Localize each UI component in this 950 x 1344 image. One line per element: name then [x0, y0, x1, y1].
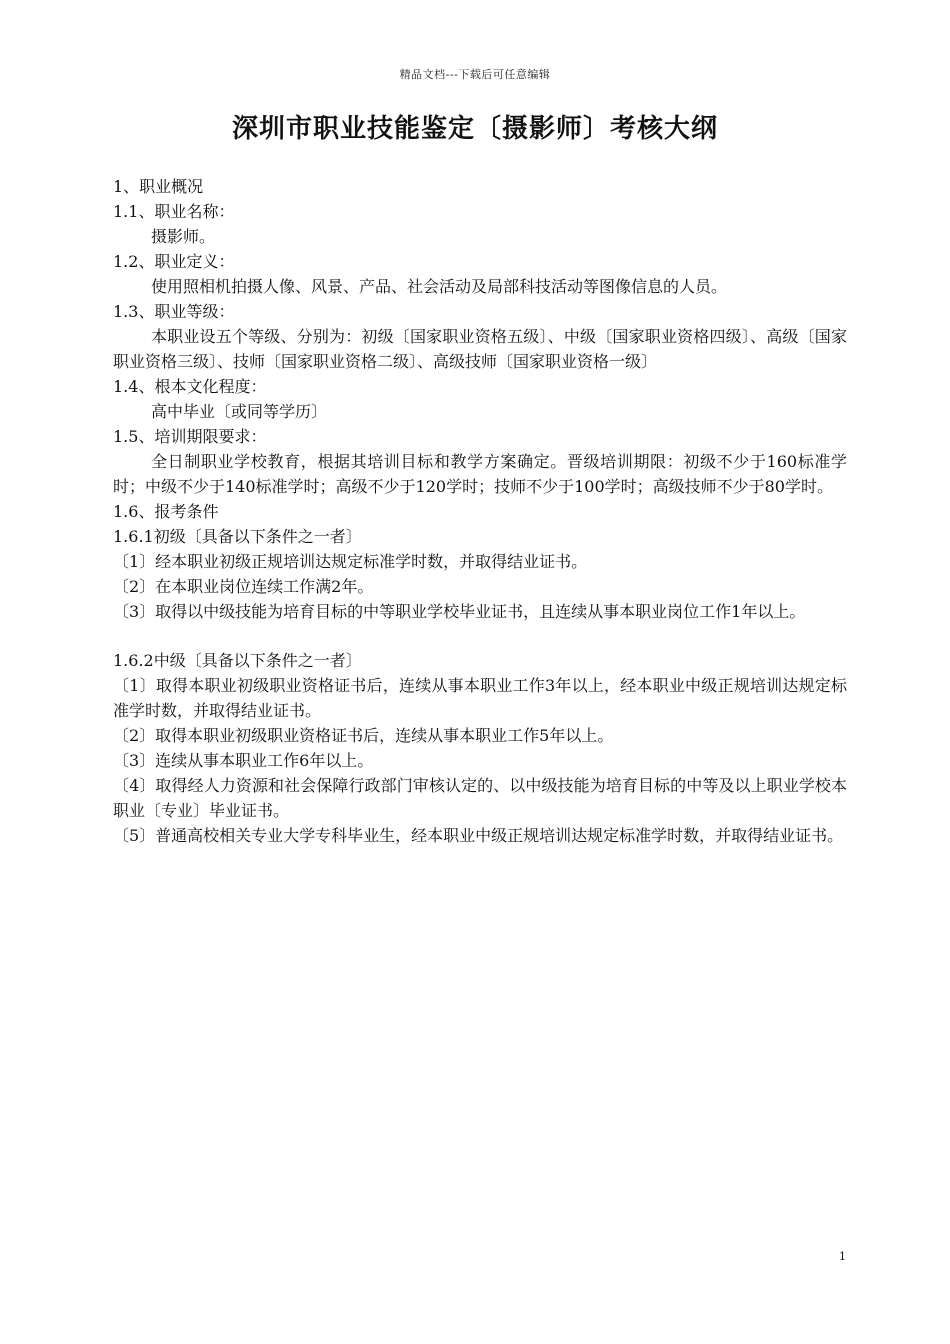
occupation-definition-text: 使用照相机拍摄人像、风景、产品、社会活动及局部科技活动等图像信息的人员。	[151, 277, 728, 296]
page-number: 1	[839, 1250, 846, 1263]
section-heading-1-2: 1.2、职业定义：	[113, 252, 235, 271]
list-item: 〔2〕取得本职业初级职业资格证书后，连续从事本职业工作5年以上。	[113, 726, 614, 745]
list-item: 〔1〕经本职业初级正规培训达规定标准学时数，并取得结业证书。	[113, 552, 588, 571]
section-heading-1-1: 1.1、职业名称：	[113, 202, 235, 221]
section-heading-1-4: 1.4、根本文化程度：	[113, 377, 267, 396]
subsection-title-1-6-1: 1.6.1初级〔具备以下条件之一者〕	[113, 527, 362, 546]
training-period-text: 全日制职业学校教育，根据其培训目标和教学方案确定。晋级培训期限：初级不少于160标准学时；中级不少于140标准学时；高级不少于120学时；技师不少于100学时；高级技师不少于80学时。	[113, 452, 847, 496]
junior-conditions	[113, 524, 847, 624]
section-heading-1: 1、职业概况	[113, 177, 204, 196]
intermediate-conditions	[113, 648, 847, 848]
list-item: 〔4〕取得经人力资源和社会保障行政部门审核认定的、以中级技能为培育目标的中等及以上职业学校本职业〔专业〕毕业证书。	[113, 776, 847, 820]
section-heading-1-5: 1.5、培训期限要求：	[113, 427, 267, 446]
header-note: 精品文档---下载后可任意编辑	[399, 68, 551, 81]
section-heading-1-6: 1.6、报考条件	[113, 502, 219, 521]
list-item: 〔5〕普通高校相关专业大学专科毕业生，经本职业中级正规培训达规定标准学时数，并取得结业证书。	[113, 826, 844, 845]
occupation-name-text: 摄影师。	[151, 227, 216, 246]
document-title: 深圳市职业技能鉴定〔摄影师〕考核大纲	[231, 114, 718, 144]
occupation-levels-text: 本职业设五个等级、分别为：初级〔国家职业资格五级〕、中级〔国家职业资格四级〕、高级〔国家职业资格三级〕、技师〔国家职业资格二级〕、高级技师〔国家职业资格一级〕	[113, 327, 847, 371]
document-body	[113, 174, 847, 872]
section-heading-1-3: 1.3、职业等级：	[113, 302, 235, 321]
list-item: 〔2〕在本职业岗位连续工作满2年。	[113, 577, 374, 596]
list-item: 〔3〕连续从事本职业工作6年以上。	[113, 751, 374, 770]
list-item: 〔1〕取得本职业初级职业资格证书后，连续从事本职业工作3年以上，经本职业中级正规培训达规定标准学时数，并取得结业证书。	[113, 676, 847, 720]
list-item: 〔3〕取得以中级技能为培育目标的中等职业学校毕业证书，且连续从事本职业岗位工作1年以上。	[113, 602, 806, 621]
subsection-title-1-6-2: 1.6.2中级〔具备以下条件之一者〕	[113, 651, 362, 670]
education-level-text: 高中毕业〔或同等学历〕	[151, 402, 328, 421]
